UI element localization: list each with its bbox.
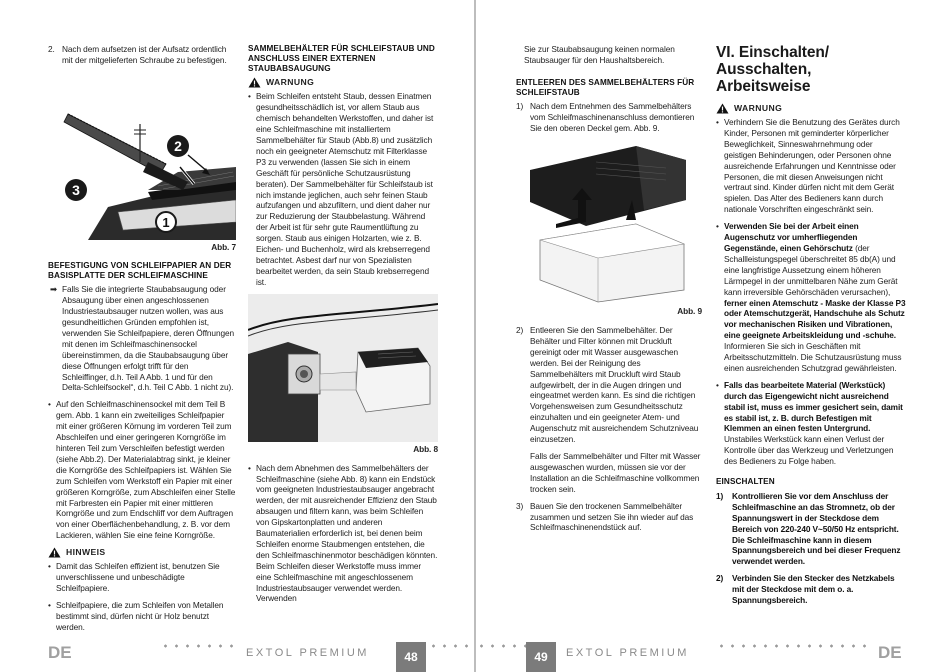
step-2: 2) Entleeren Sie den Sammelbehälter. Der Behälter und Filter können mit Druckluft gereinigt oder mit Wasser ausgewaschen werden. Bei der Reinigung des Sammelbehälters mit Druckluft wird Staub aufgewirbelt, der in die Augen dringen und eingeatmet werden kann. Es sind die richtigen Vorgehensweisen zum Gesundheitsschutz einzuhalten und ein geeigneter Atem- und Augenschutz mit ausreichendem Schutzniveau einzusetzen. xyxy=(516,325,699,445)
figure-marker-3: 3 xyxy=(72,181,80,198)
left-column-1 xyxy=(48,44,236,639)
hinweis-bullet-1: • Damit das Schleifen effizient ist, benutzen Sie unverschlissene und unbeschädigte Schleifpapiere. xyxy=(48,561,236,594)
bullet-schleifpapier: • Auf den Schleifmaschinensockel mit dem Teil B gem. Abb. 1 kann ein zweiteiliges Schleifpapier mit einer größeren Körnung im vorderen Teil zum Abschleifen und einer geringeren Korngröße im hinteren Teil zum Verschleifen befestigt werden (siehe Abb.2). Der Materialabtrag sinkt, je kleiner die Korngröße des Schleifpapiers ist. Wählen Sie zum Schleifen vom Werkstoff ein Papier mit einer größeren Korngröße, zum Abschleifen einer Stelle mit Farbresten ein Papier mit einer mittleren Korngröße und zum Endschliff vor dem Auftragen von einer Oberflächenbehandlung, z. B. vor dem Lackieren, wählen Sie eine feine Korngröße. xyxy=(48,399,236,541)
figure-8-caption: Abb. 8 xyxy=(413,443,438,454)
einschalten-step-1: 1) Kontrollieren Sie vor dem Anschluss der Schleifmaschine an das Stromnetz, ob der Spannungswert in der Steckdose dem Bereich von 220-240 V~50/50 Hz entspricht. Die Schleifmaschine kann in diesem Spannungsbereich und bei dieser Frequenz verwendet werden. xyxy=(716,490,901,567)
figure-marker-1: 1 xyxy=(162,214,170,230)
page-49 xyxy=(476,0,950,672)
hinweis-label: HINWEIS xyxy=(48,547,236,558)
warning-triangle-icon xyxy=(716,103,729,114)
hinweis-bullet-2: • Schleifpapiere, die zum Schleifen von Metallen bestimmt sind, dürfen nicht ür Holz benutzt werden. xyxy=(48,600,236,633)
page-48 xyxy=(0,0,474,672)
brand-name: EXTOL PREMIUM xyxy=(566,647,689,659)
figure-9 xyxy=(516,140,702,304)
bullet-industriestaubsauger: • Nach dem Abnehmen des Sammelbehälters der Schleifmaschine (siehe Abb. 8) kann ein Endstück vom geeigneten Industriestaubsauger angebracht werden, der mit ausreichender Effizienz den Staub absaugen und filtern kann, was beim Schleifen von Gipskartonplatten und anderen Baumaterialien erforderlich ist, bei denen beim Schleifen enorme Staubmengen entstehen, die den Schleifmaschinenmotor beschädigen könnten. Beim Schleifen dieser Werkstoffe muss immer eine Schleifmaschine mit angeschlossenem Industriestaubsauger verwendet werden. Verwenden xyxy=(248,463,438,605)
footer-dots xyxy=(428,644,474,648)
intro-step: 2. Nach dem aufsetzen ist der Aufsatz ordentlich mit der mitgelieferten Schraube zu befestigen. xyxy=(48,44,227,65)
footer-left xyxy=(0,636,474,672)
arrow-right-icon: ➡ xyxy=(50,284,57,295)
page-number: 49 xyxy=(526,642,556,672)
figure-7-caption: Abb. 7 xyxy=(211,241,236,252)
dust-container-illustration xyxy=(516,140,702,304)
brand-name: EXTOL PREMIUM xyxy=(246,647,369,659)
right-column-1 xyxy=(516,44,702,539)
warnung-label: WARNUNG xyxy=(716,103,906,114)
figure-7 xyxy=(48,72,236,240)
bullet-werkstueck: • Falls das bearbeitete Material (Werkstück) durch das Eigengewicht nicht ausreichend stabil ist, muss es immer gesichert sein, damit es stabil ist, z. B. durch Befestigen mit Klemmen an einen festen Untergrund. Unstabiles Werkstück kann einen Verlust der Kontrolle über das Werkzeug und Verletzungen des Bedieners zu Folge haben. xyxy=(716,380,906,467)
language-code: DE xyxy=(878,643,902,662)
section-heading-entleeren: ENTLEEREN DES SAMMELBEHÄLTERS FÜR SCHLEIFSTAUB xyxy=(516,77,695,97)
footer-right xyxy=(476,636,950,672)
section-heading-basisplatte: BEFESTIGUNG VON SCHLEIFPAPIER AN DER BASISPLATTE DER SCHLEIFMASCHINE xyxy=(48,260,232,280)
arrow-note: ➡ Falls Sie die integrierte Staubabsaugung oder Absaugung über einen angeschlossenen Industriestaubsauger nutzen wollen, was aus gesundheitlichen Gründen empfohlen ist, verwenden Sie Schleifpapiere, deren Öffnungen mit denen im Schleifmaschinensockel übereinstimmen, da die Staubabsaugung über diese Öffnungen erfolgt trifft für den Schleiffinger, d.h. Teil A Abb. 1 und für den Delta-Schleifsockel“, d.h. Teil C Abb. 1 nicht zu). xyxy=(50,284,235,393)
page-number: 48 xyxy=(396,642,426,672)
left-column-2 xyxy=(248,44,438,610)
figure-9-caption: Abb. 9 xyxy=(677,306,702,317)
warning-triangle-icon xyxy=(48,547,61,558)
language-code: DE xyxy=(48,643,72,662)
section-heading-sammelbehaelter: SAMMELBEHÄLTER FÜR SCHLEIFSTAUB UND ANSCHLUSS EINER EXTERNEN STAUBABSAUGUNG xyxy=(248,44,435,73)
sander-dust-container-illustration xyxy=(248,294,438,442)
einschalten-step-2: 2) Verbinden Sie den Stecker des Netzkabels mit der Steckdose mit dem o. a. Spannungsbereich. xyxy=(716,573,895,606)
warnung-label: WARNUNG xyxy=(248,77,438,88)
sander-attachment-illustration xyxy=(48,72,236,240)
section-heading-einschalten: EINSCHALTEN xyxy=(716,477,775,487)
warning-triangle-icon xyxy=(248,77,261,88)
bullet-kinder: • Verhindern Sie die Benutzung des Gerätes durch Kinder, Personen mit geminderter körperlicher Beweglichkeit, Sinneswahrnehmung oder geistigen Behinderungen, oder Personen ohne ausreichende Erfahrungen und Kenntnisse oder Personen, die mit diesen Anweisungen nicht vertraut sind. Kinder dürfen nicht mit dem Gerät spielen. Das Alter des Bedieners kann durch nationale Vorschriften eingeschränkt sein. xyxy=(716,117,906,215)
figure-marker-2: 2 xyxy=(174,137,182,154)
wet-note: Falls der Sammelbehälter und Filter mit Wasser ausgewaschen wurden, müssen sie vor der Installation an die Schleifmaschine vollkommen trocken sein. xyxy=(530,451,701,494)
step-3: 3) Bauen Sie den trockenen Sammelbehälter zusammen und setzen Sie ihn wieder auf das Schleifmaschinenendstück auf. xyxy=(516,500,694,533)
footer-dots xyxy=(476,644,526,648)
figure-8 xyxy=(248,294,438,442)
footer-dots xyxy=(716,644,866,648)
step-1: 1) Nach dem Entnehmen des Sammelbehälters vom Schleifmaschinenanschluss demontieren Sie den oberen Deckel gem. Abb. 9. xyxy=(516,101,695,134)
continued-text: Sie zur Staubabsaugung keinen normalen Staubsauger für den Haushaltsbereich. xyxy=(524,44,675,65)
right-column-2 xyxy=(716,44,906,612)
footer-dots xyxy=(160,644,240,648)
bullet-schutzausruestung: • Verwenden Sie bei der Arbeit einen Augenschutz vor umherfliegenden Gegenstände, einen Gehörschutz (der Schallleistungspegel überschreitet 85 db(A) und eine langfristige Aussetzung einem höheren Lärmpegel in der unmittelbaren Nähe zum Gerät kann irreversible Gehörschäden verursachen), ferner einen Atemschutz - Maske der Klasse P3 oder Atemschutzgerät, Handschuhe als Schutz vor mechanischen Risiken und Vibrationen, eine geeignete Arbeitskleidung und -schuhe. Informieren Sie sich in Geschäften mit Arbeitsschutzmitteln. Die Schutzausrüstung muss einen ausreichenden Schutzgrad gewährleisten. xyxy=(716,221,906,374)
bullet-staub-warnung: • Beim Schleifen entsteht Staub, dessen Einatmen gesundheitsschädlich ist, vor allem Staub aus chemisch behandelten Werkstoffen, und daher ist eine Schleifmaschine mit installiertem Sammelbehälter für Staub (Abb.8) und zusätzlich noch ein geeigneter Atemschutz mit Filterklasse P3 zu verwenden (lassen Sie sich in einem Geschäft für persönliche Schutzausrüstung beraten). Der Sammelbehälter für Schleifstaub ist nich imstande jeglichen, auch sehr feinen Staub aufzufangen und abzufiltern, und dient daher nur zur Reduzierung der Staubbelastung. Während der Arbeit ist für sehr gute Raumentlüftung zu sorgen. Staub aus einigen Holzarten, wie z. B. Eichen- und Buchenholz, wird als krebserregend betrachtet. Asbest darf nur von Spezialisten bearbeitet werden, da sein Staub krebserregend ist. xyxy=(248,91,438,287)
chapter-title: VI. Einschalten/ Ausschalten, Arbeitsweise xyxy=(716,44,829,95)
